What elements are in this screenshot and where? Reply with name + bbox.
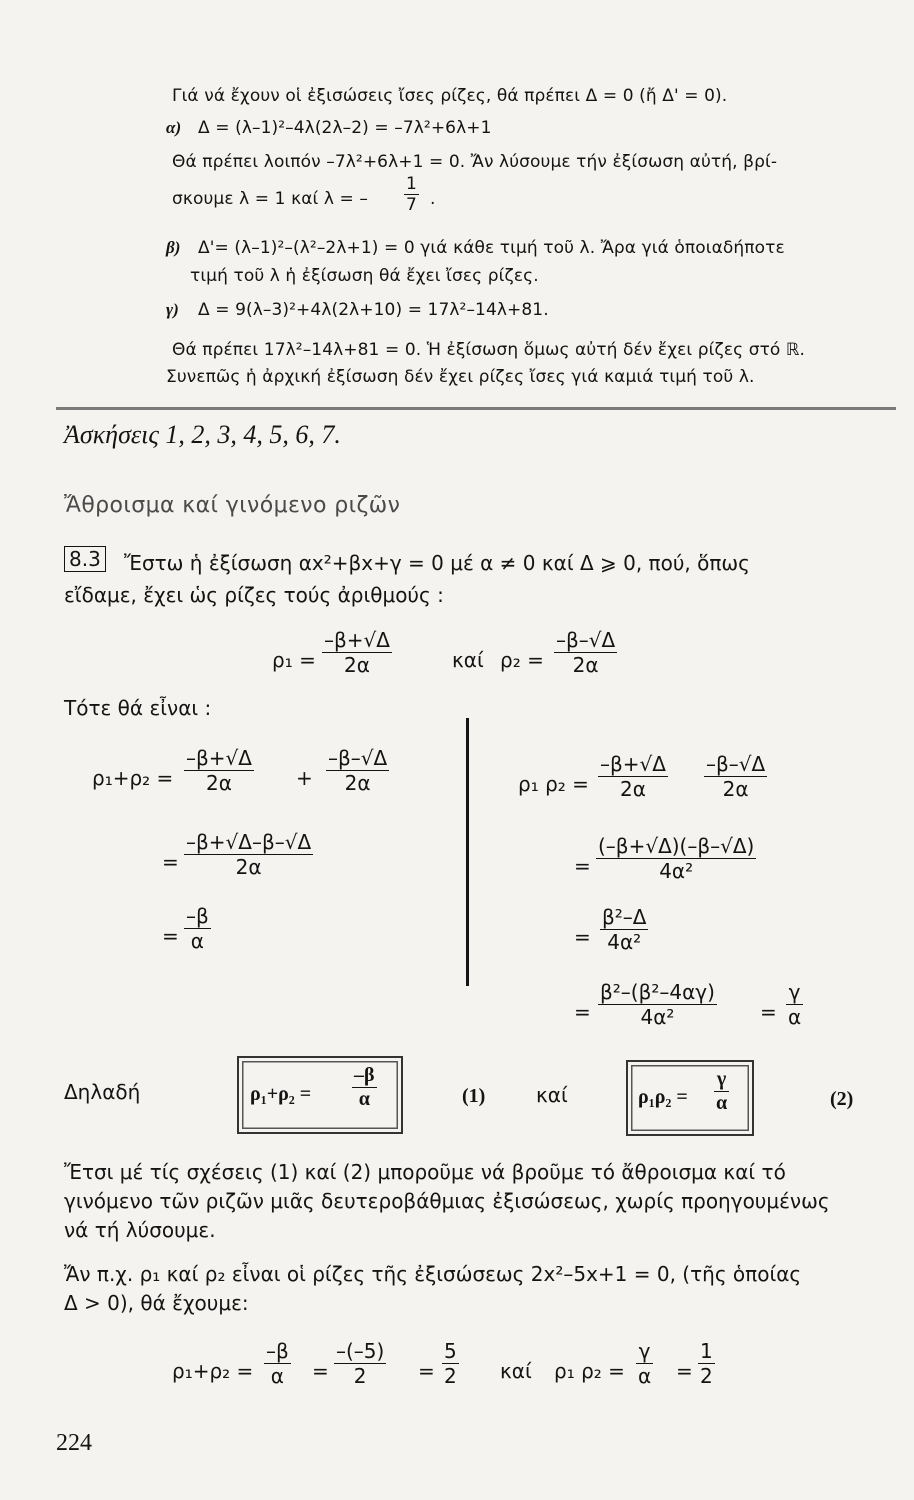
prod-lhs: ρ₁ ρ₂ =	[518, 772, 589, 796]
ex-frac1-num: –β	[266, 1339, 289, 1363]
summary-kai: καί	[536, 1083, 568, 1107]
sum-frac2-num: –β–√Δ	[328, 746, 388, 770]
case-g-equation: Δ = 9(λ–3)²+4λ(2λ+10) = 17λ²–14λ+81.	[198, 300, 549, 320]
tag-1: (1)	[462, 1085, 486, 1107]
para1-line3: νά τή λύσουμε.	[64, 1218, 216, 1242]
roots-kai: καί	[452, 648, 484, 672]
section-intro-line2: εἴδαμε, ἔχει ὡς ρίζες τούς ἀριθμούς :	[64, 583, 444, 607]
case-b-text-line2: τιμή τοῦ λ ἡ ἐξίσωση θά ἔχει ἴσες ρίζες.	[190, 266, 539, 286]
prod-frac2-den: 2α	[704, 776, 767, 801]
ex-frac5-num: 1	[700, 1339, 713, 1363]
prod-eq4: =	[574, 1000, 591, 1024]
box1-num: –β	[354, 1064, 375, 1086]
case-a-frac-num: 1	[406, 174, 417, 194]
case-g-text-line2: Συνεπῶς ἡ ἀρχική ἐξίσωση δέν ἔχει ρίζες ἴσες γιά καμιά τιμή τοῦ λ.	[166, 367, 755, 387]
section-title: Ἄθροισμα καί γινόμενο ριζῶν	[64, 493, 401, 518]
case-g-text-line1: Θά πρέπει 17λ²–14λ+81 = 0. Ἡ ἐξίσωση ὅμως αὐτή δέν ἔχει ρίζες στό ℝ.	[172, 340, 806, 360]
para2-line2: Δ > 0), θά ἔχουμε:	[64, 1291, 249, 1315]
case-a-frac-den: 7	[406, 195, 417, 215]
box1-fraction	[352, 1064, 377, 1111]
tag-2: (2)	[830, 1088, 854, 1110]
sum-frac3-den: 2α	[184, 854, 313, 879]
rho2-den: 2α	[554, 652, 617, 677]
sum-lhs: ρ₁+ρ₂ =	[92, 766, 174, 790]
ex-lhs: ρ₁+ρ₂ =	[172, 1359, 254, 1383]
tote-line: Τότε θά εἶναι :	[64, 696, 212, 720]
prod-frac1	[598, 752, 668, 801]
para1-line1: Ἔτσι μέ τίς σχέσεις (1) καί (2) μποροῦμε νά βροῦμε τό ἄθροισμα καί τό	[64, 1160, 786, 1184]
sum-frac4-num: –β	[186, 904, 209, 928]
ex-frac4-num: γ	[638, 1339, 651, 1363]
prod-frac2-num: –β–√Δ	[706, 752, 766, 776]
prod-frac4-num: β²–Δ	[602, 905, 647, 929]
sum-frac3	[184, 830, 313, 879]
box1-lhs: ρ₁+ρ₂ =	[250, 1083, 312, 1105]
sum-eq2: =	[162, 850, 179, 874]
ex-eq2: =	[418, 1359, 435, 1383]
ex-frac3	[442, 1339, 459, 1388]
prod-frac4	[600, 905, 648, 954]
section-divider	[56, 407, 896, 410]
ex-frac5	[698, 1339, 715, 1388]
case-a-period: .	[430, 189, 436, 209]
column-divider	[466, 718, 469, 986]
ex-frac2-num: –(–5)	[336, 1339, 385, 1363]
ex-frac4-den: α	[638, 1364, 652, 1388]
section-intro-line1: Ἔστω ἡ ἐξίσωση αx²+βx+γ = 0 μέ α ≠ 0 καί Δ ⩾ 0, πού, ὅπως	[124, 551, 750, 575]
sum-frac4	[184, 904, 211, 953]
rho1-fraction	[322, 628, 392, 677]
page-number: 224	[56, 1430, 92, 1456]
case-a-text-line1: Θά πρέπει λοιπόν –7λ²+6λ+1 = 0. Ἄν λύσουμε τήν ἐξίσωση αὐτή, βρί-	[172, 152, 778, 172]
prod-frac3-den: 4α²	[596, 858, 756, 883]
prod-eq5: =	[760, 1000, 777, 1024]
case-a-label: α)	[166, 118, 182, 137]
rho1-num: –β+√Δ	[324, 628, 390, 652]
rho2-fraction	[554, 628, 617, 677]
ex-frac1-den: α	[264, 1363, 291, 1388]
sum-frac1-num: –β+√Δ	[186, 746, 252, 770]
case-a-text-line2: σκουμε λ = 1 καί λ = –	[172, 189, 368, 209]
summary-label: Δηλαδή	[64, 1080, 141, 1104]
prod-frac5-den: 4α²	[598, 1004, 717, 1029]
prod-frac1-den: 2α	[598, 776, 668, 801]
prod-frac2	[704, 752, 767, 801]
sum-frac3-num: –β+√Δ–β–√Δ	[186, 830, 312, 854]
ex-frac3-den: 2	[444, 1364, 457, 1388]
ex-rhs-lhs: ρ₁ ρ₂ =	[554, 1359, 625, 1383]
exercises-line: Ἀσκήσεις 1, 2, 3, 4, 5, 6, 7.	[64, 420, 341, 449]
case-g-label: γ)	[166, 300, 179, 319]
prod-frac6-num: γ	[788, 980, 801, 1004]
prod-frac4-den: 4α²	[600, 929, 648, 954]
prod-frac1-num: –β+√Δ	[600, 752, 666, 776]
box2-fraction	[714, 1068, 729, 1115]
para1-line2: γινόμενο τῶν ριζῶν μιᾶς δευτεροβάθμιας ἐξισώσεως, χωρίς προηγουμένως	[64, 1189, 830, 1213]
sum-eq3: =	[162, 924, 179, 948]
box2-num: γ	[716, 1068, 727, 1090]
prod-frac3	[596, 834, 756, 883]
box2-den: α	[716, 1092, 728, 1114]
ex-frac1	[264, 1339, 291, 1388]
ex-eq3: =	[676, 1359, 693, 1383]
prod-frac5	[598, 980, 717, 1029]
sum-frac2	[326, 746, 389, 795]
ex-frac5-den: 2	[700, 1364, 713, 1388]
rho1-label: ρ₁ =	[272, 648, 316, 672]
prod-frac5-num: β²–(β²–4αγ)	[600, 980, 715, 1004]
section-number-box: 8.3	[64, 546, 106, 572]
sum-frac4-den: α	[184, 928, 211, 953]
prod-eq3: =	[574, 925, 591, 949]
case-b-label: β)	[166, 238, 181, 257]
box1-den: α	[352, 1087, 377, 1111]
case-b-text-line1: Δ'= (λ–1)²–(λ²–2λ+1) = 0 γιά κάθε τιμή τοῦ λ. Ἄρα γιά ὁποιαδήποτε	[198, 238, 785, 258]
ex-frac4	[636, 1339, 653, 1388]
sum-frac1-den: 2α	[184, 770, 254, 795]
ex-frac2-den: 2	[334, 1363, 386, 1388]
ex-eq1: =	[312, 1359, 329, 1383]
ex-frac3-num: 5	[444, 1339, 457, 1363]
prod-frac6-den: α	[788, 1005, 802, 1029]
prod-eq2: =	[574, 854, 591, 878]
prod-frac3-num: (–β+√Δ)(–β–√Δ)	[598, 834, 755, 858]
case-a-equation: Δ = (λ–1)²–4λ(2λ–2) = –7λ²+6λ+1	[198, 118, 492, 138]
ex-kai: καί	[500, 1359, 532, 1383]
sum-frac2-den: 2α	[326, 770, 389, 795]
box2-lhs: ρ₁ρ₂ =	[638, 1086, 688, 1108]
rho2-num: –β–√Δ	[556, 628, 616, 652]
sum-plus: +	[296, 766, 313, 790]
para2-line1: Ἄν π.χ. ρ₁ καί ρ₂ εἶναι οἱ ρίζες τῆς ἐξισώσεως 2x²–5x+1 = 0, (τῆς ὁποίας	[64, 1262, 802, 1286]
rho2-label: ρ₂ =	[500, 648, 544, 672]
sum-frac1	[184, 746, 254, 795]
prod-frac6	[786, 980, 803, 1029]
intro-line: Γιά νά ἔχουν οἱ ἐξισώσεις ἴσες ρίζες, θά πρέπει Δ = 0 (ἤ Δ' = 0).	[172, 86, 728, 106]
ex-frac2	[334, 1339, 386, 1388]
rho1-den: 2α	[322, 652, 392, 677]
case-a-fraction	[404, 174, 419, 215]
